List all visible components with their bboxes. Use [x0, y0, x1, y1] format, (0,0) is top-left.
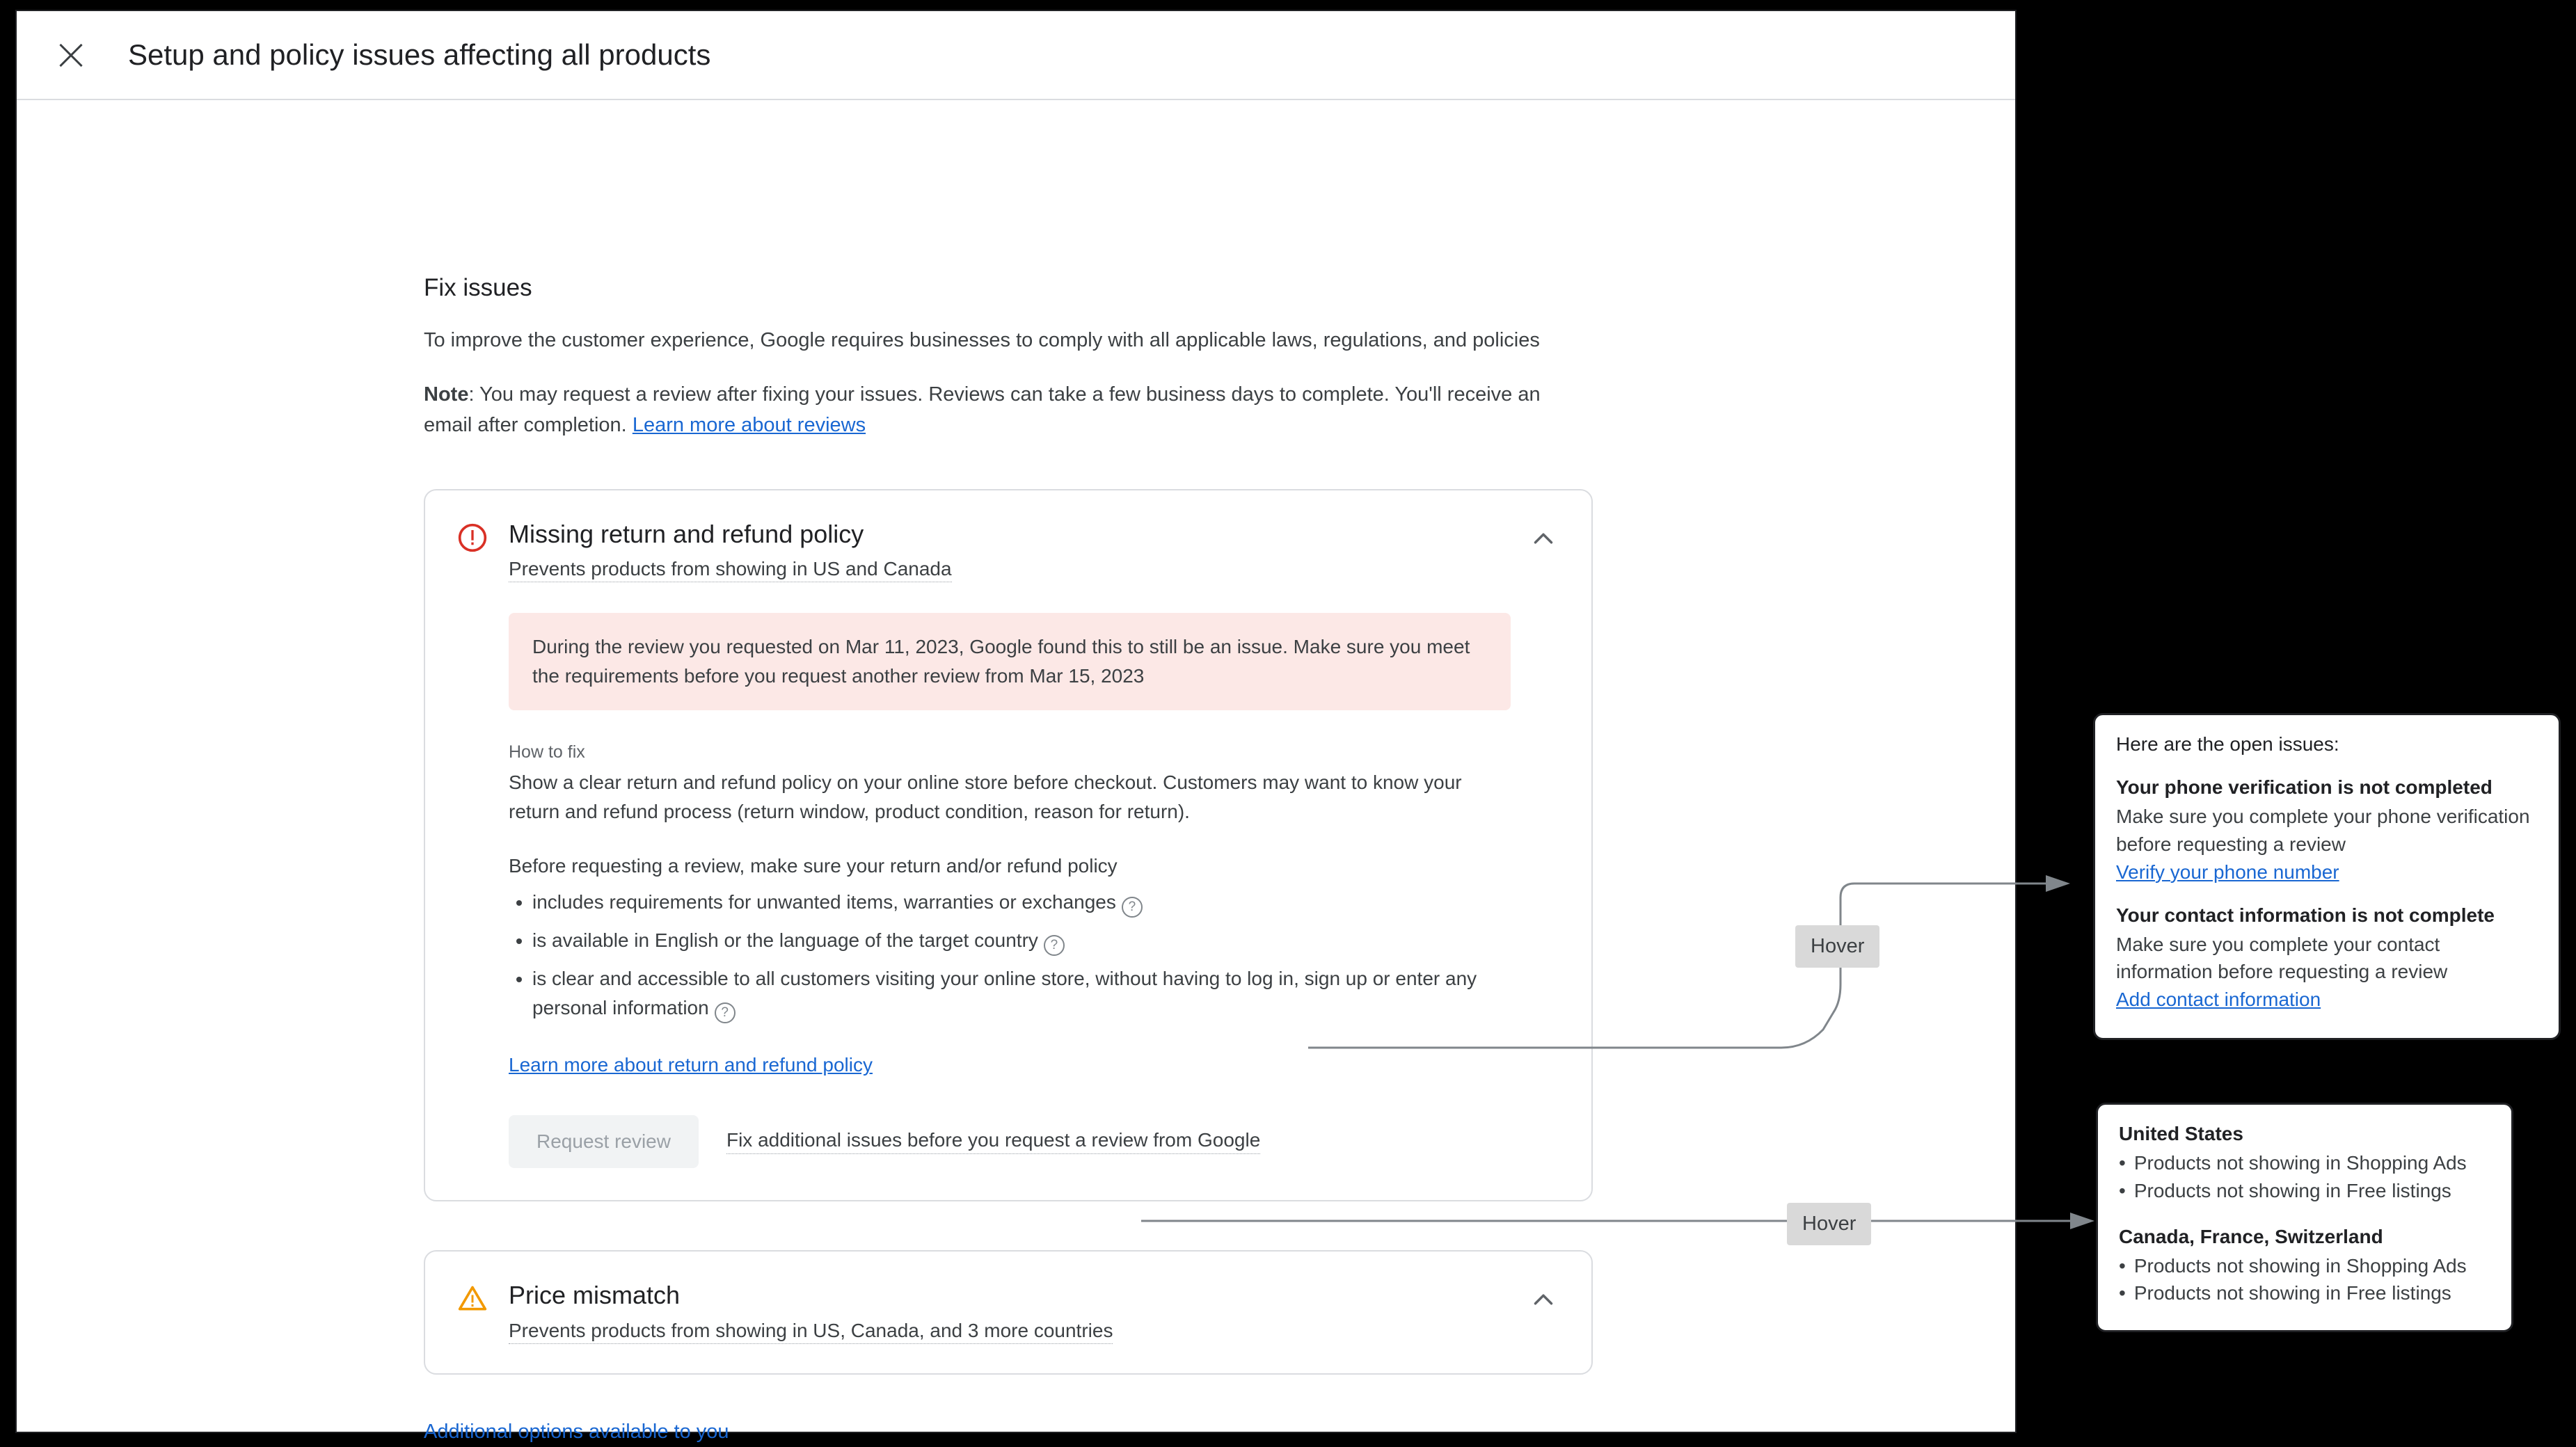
section-title: Fix issues	[424, 274, 532, 301]
issue-title: Price mismatch	[509, 1281, 681, 1310]
list-item: • Products not showing in Free listings	[2119, 1279, 2490, 1307]
callout-affected-countries	[2096, 1103, 2513, 1332]
callout-text: Make sure you complete your phone verification before requesting a review	[2116, 806, 2530, 855]
list-item: • Products not showing in Shopping Ads	[2119, 1252, 2490, 1280]
callout-heading: Your phone verification is not completed	[2116, 776, 2492, 798]
callout-text: Make sure you complete your contact information before requesting a review	[2116, 933, 2448, 983]
country-group-list	[2119, 1149, 2490, 1205]
help-icon[interactable]: ?	[1122, 897, 1143, 918]
setup-policy-dialog	[15, 10, 2017, 1443]
how-to-fix-label: How to fix	[509, 742, 585, 762]
add-contact-information-link[interactable]: Add contact information	[2116, 989, 2321, 1010]
chevron-up-icon[interactable]	[1527, 1284, 1559, 1316]
list-item: • Products not showing in Free listings	[2119, 1177, 2490, 1205]
note-label: Note	[424, 383, 469, 406]
request-review-button[interactable]: Request review	[509, 1115, 699, 1168]
requirement-text: is clear and accessible to all customers visiting your online store, without having to log in, sign up or enter any personal information	[532, 968, 1477, 1019]
issue-subtitle[interactable]: Prevents products from showing in US, Canada, and 3 more countries	[509, 1320, 1113, 1344]
error-circle-icon	[457, 522, 488, 553]
warning-triangle-icon	[457, 1284, 488, 1314]
card-actions	[509, 1115, 1559, 1168]
issue-card-price-mismatch	[424, 1250, 1593, 1374]
list-item	[532, 888, 1527, 918]
review-note	[424, 380, 1593, 440]
close-icon[interactable]	[51, 35, 90, 74]
country-group-list	[2119, 1252, 2490, 1308]
fix-additional-issues-text[interactable]: Fix additional issues before you request a review from Google	[726, 1129, 1260, 1154]
learn-more-reviews-link[interactable]: Learn more about reviews	[632, 413, 866, 436]
callout-open-issues	[2093, 713, 2561, 1040]
list-item: • Products not showing in Shopping Ads	[2119, 1149, 2490, 1177]
issue-subtitle[interactable]: Prevents products from showing in US and Canada	[509, 558, 952, 582]
issue-title: Missing return and refund policy	[509, 520, 864, 549]
learn-link-row	[509, 1054, 1559, 1076]
requirement-text: includes requirements for unwanted items, warranties or exchanges	[532, 891, 1116, 913]
callout-heading: Your contact information is not complete	[2116, 904, 2495, 926]
before-review-text: Before requesting a review, make sure your return and/or refund policy	[509, 855, 1118, 877]
list-item	[532, 964, 1527, 1023]
hover-chip-2: Hover	[1787, 1203, 1871, 1245]
country-group-heading: Canada, France, Switzerland	[2119, 1225, 2383, 1247]
learn-more-return-policy-link[interactable]: Learn more about return and refund policy	[509, 1054, 873, 1076]
issue-card-header[interactable]	[457, 520, 1559, 582]
additional-options-link[interactable]: Additional options available to you	[424, 1420, 729, 1443]
country-group-heading: United States	[2119, 1123, 2243, 1144]
help-icon[interactable]: ?	[715, 1002, 736, 1023]
chevron-up-icon[interactable]	[1527, 522, 1559, 554]
requirements-list	[509, 888, 1527, 1023]
issue-card-header[interactable]	[457, 1281, 1559, 1343]
requirement-text: is available in English or the language of the target country	[532, 929, 1038, 952]
dialog-header	[17, 11, 2015, 100]
note-text: : You may request a review after fixing your issues. Reviews can take a few business days to complete. You'll receive an email after completion.	[424, 383, 1541, 436]
page-title: Setup and policy issues affecting all products	[128, 38, 711, 71]
additional-options-row	[424, 1421, 1607, 1444]
verify-phone-number-link[interactable]: Verify your phone number	[2116, 861, 2339, 883]
callout-lead: Here are the open issues:	[2116, 733, 2339, 755]
help-icon[interactable]: ?	[1044, 935, 1065, 956]
hover-chip-1: Hover	[1795, 925, 1879, 968]
issue-card-return-policy	[424, 489, 1593, 1201]
intro-text: To improve the customer experience, Google requires businesses to comply with all applicable laws, regulations, and policies	[424, 329, 1540, 351]
how-to-fix-text: Show a clear return and refund policy on your online store before checkout. Customers may want to know your return and refund process (return window, product condition, reason for return).	[509, 772, 1462, 823]
list-item	[532, 926, 1527, 956]
review-alert-banner: During the review you requested on Mar 11, 2023, Google found this to still be an issue. Make sure you meet the requirements before you request another review from Mar 15, 2023	[509, 613, 1511, 710]
